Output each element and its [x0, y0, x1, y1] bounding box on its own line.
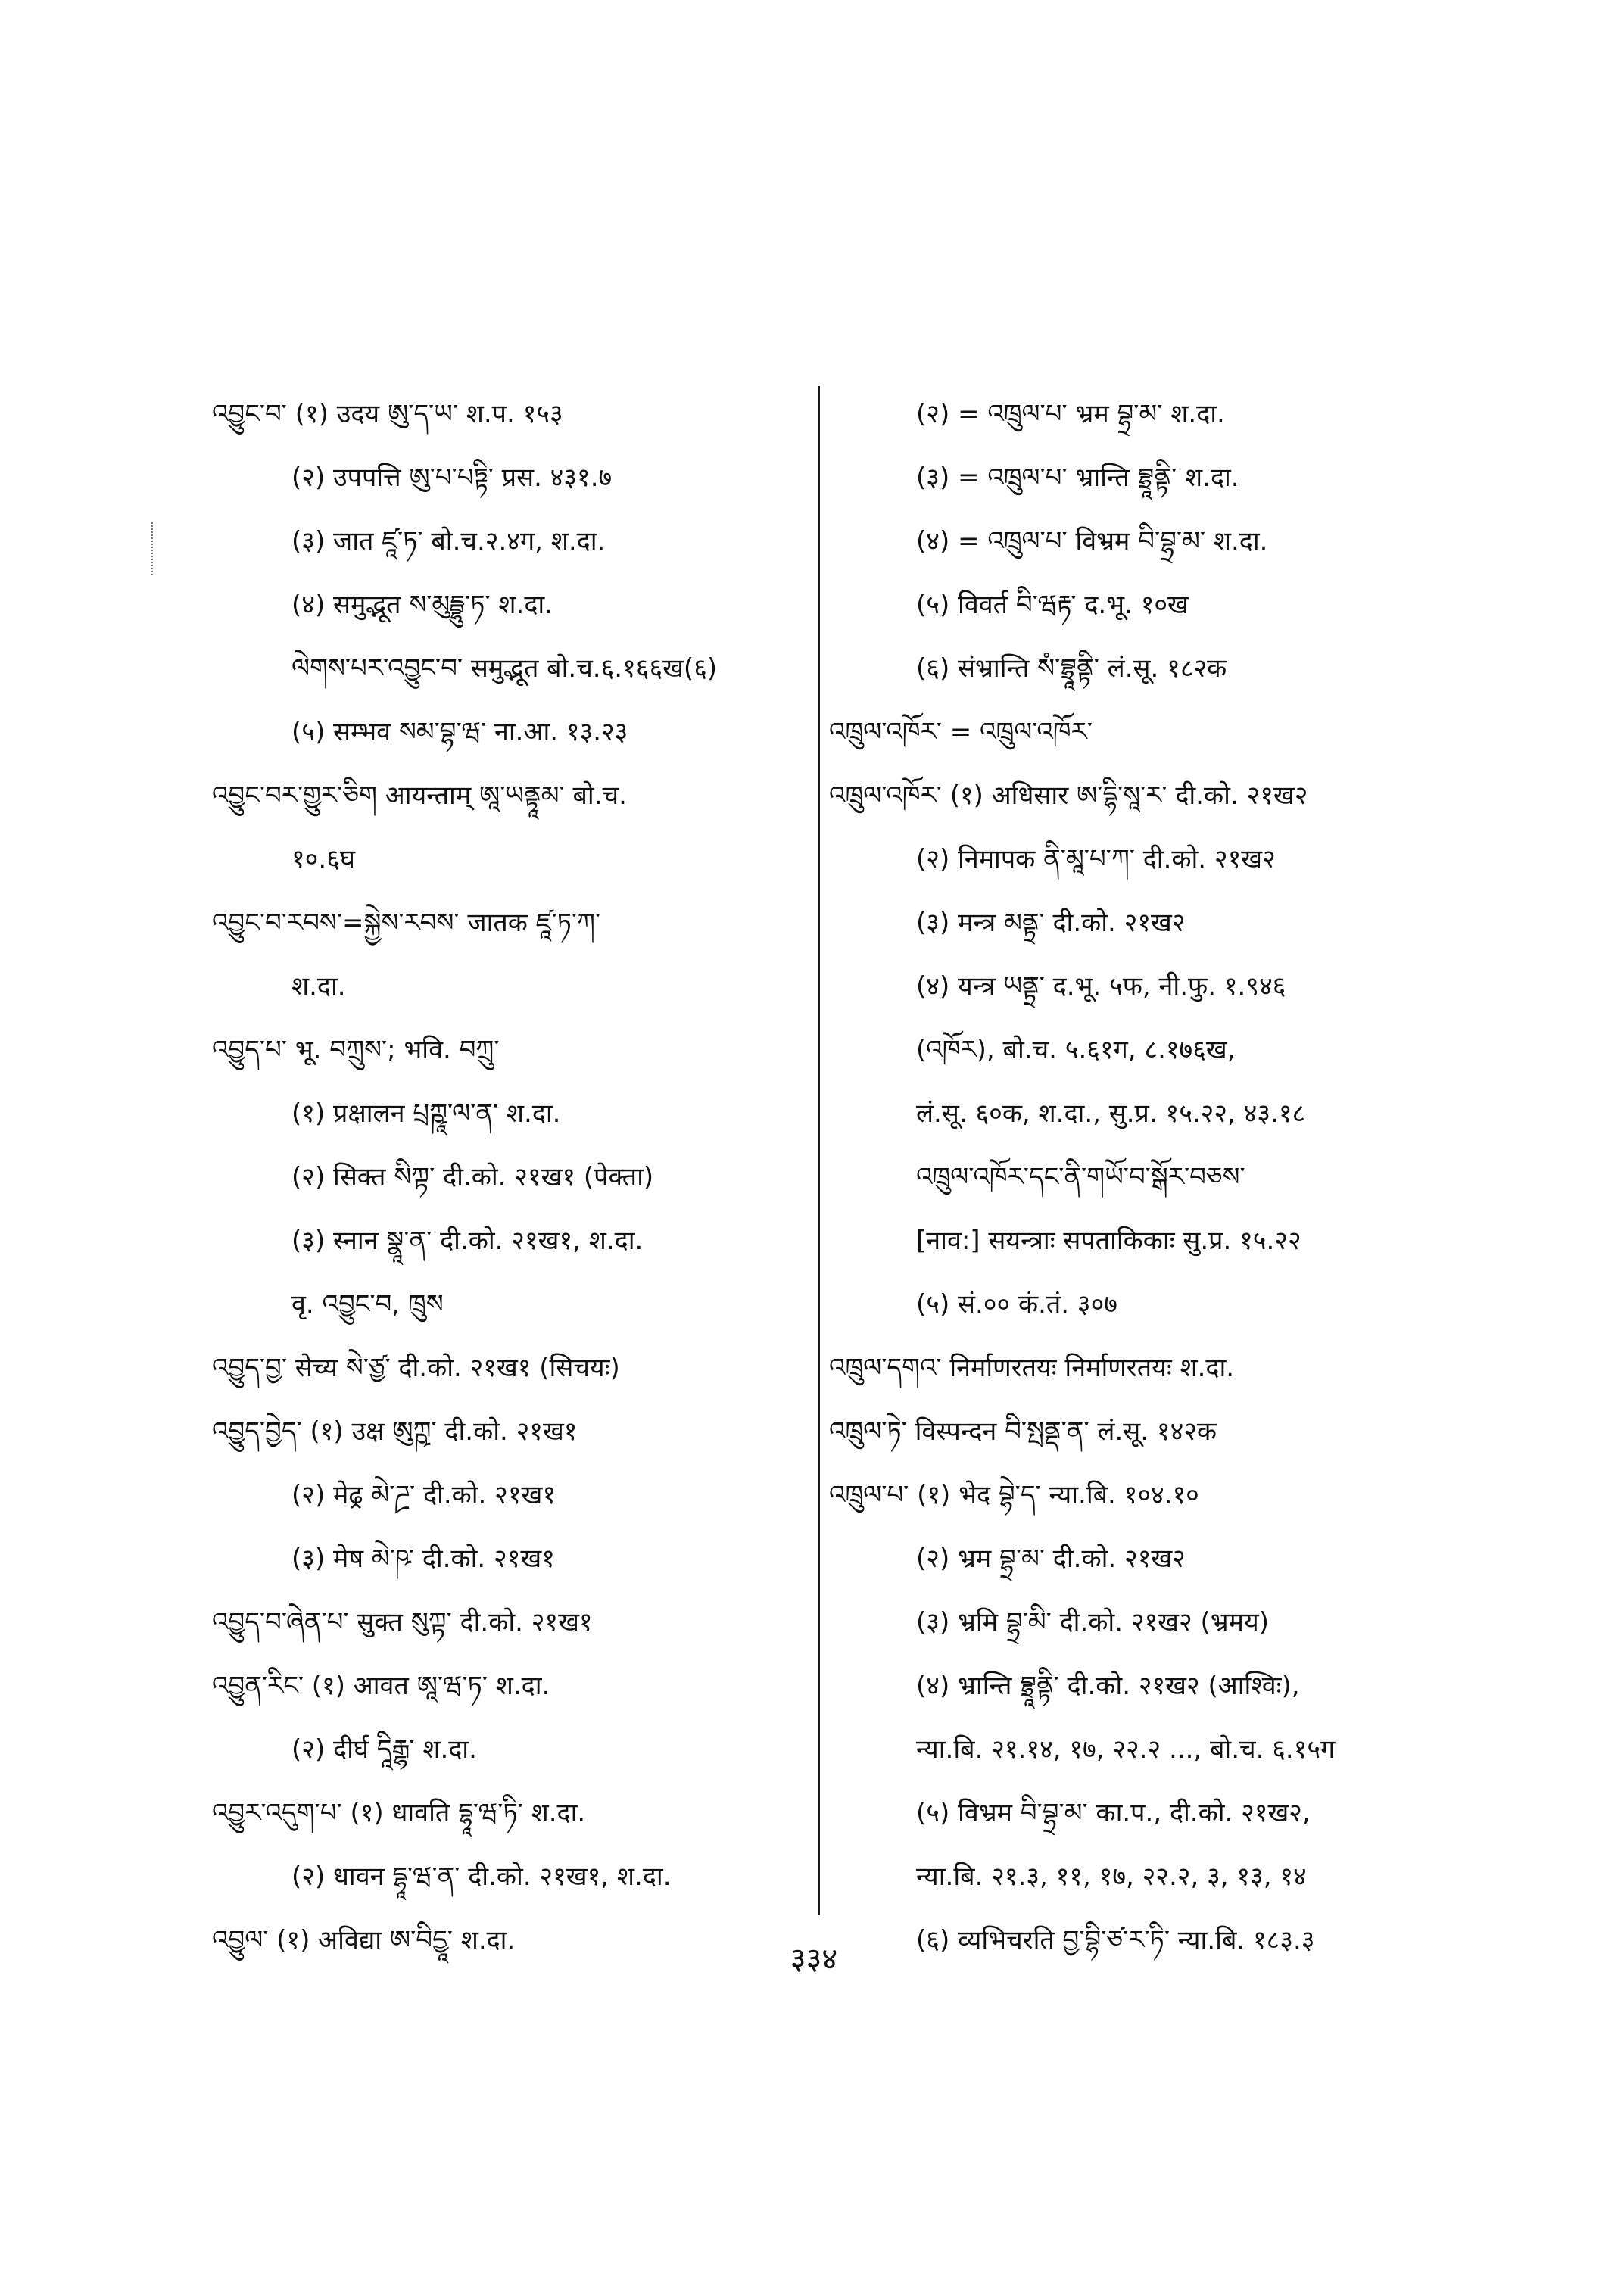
entry-line: (२) उपपत्ति ཨུ་པ་པཏྟི་ प्रस. ४३१.७ [291, 463, 613, 493]
entry-line: (འཁོར), बो.च. ५.६१ग, ८.१७६ख, [916, 1035, 1236, 1065]
entry-line: (२) = འཁྲུལ་པ་ भ्रम བྷྲ་མ་ श.दा. [916, 399, 1225, 429]
entry-line: འཁྲུལ་ཏེ་ विस्पन्दन བི་སྤནྡ་ན་ लं.सू. १४२क [829, 1416, 1217, 1447]
entry-line: श.दा. [291, 971, 346, 1002]
entry-line: འབྱུད་པ་ भू. བཀྲུས་; भवि. བཀྲུ་ [212, 1035, 500, 1065]
entry-line: ལེགས་པར་འབྱུང་བ་ समुद्भूत बो.च.६.१६६ख(६) [291, 653, 718, 684]
entry-line: (१) प्रक्षालन པྲཀྵཱ་ལ་ན་ श.दा. [291, 1098, 561, 1129]
entry-line: लं.सू. ६०क, श.दा., सु.प्र. १५.२२, ४३.१८ [916, 1098, 1306, 1129]
entry-line: न्या.बि. २१.३, ११, १७, २२.२, ३, १३, १४ [916, 1862, 1307, 1892]
entry-line: འབྱུན་རིང་ (१) आवत ཨཱ་ཝ་ཏ་ श.दा. [212, 1671, 550, 1701]
entry-line: (४) = འཁྲུལ་པ་ विभ्रम བི་བྷྲ་མ་ श.दा. [916, 526, 1268, 556]
entry-line: (३) जात ཛཱ་ཏ་ बो.च.२.४ग, श.दा. [291, 526, 606, 556]
entry-line: (२) निमापक ནི་མཱ་པ་ཀ་ दी.को. २१ख२ [916, 844, 1276, 874]
entry-line: (२) धावन དྷཱ་ཝ་ན་ दी.को. २१ख१, श.दा. [291, 1862, 672, 1892]
entry-line: (३) मेष མེ་ཥ་ दी.को. २१ख१ [291, 1544, 555, 1574]
entry-line: འབྱུད་བ་ཞེན་པ་ सुक्त སུཀྟ་ दी.को. २१ख१ [212, 1607, 593, 1637]
page-number: ३३४ [790, 1942, 838, 1977]
entry-line: འབྱུད་བྱ་ सेच्य སེ་ཙྱ་ दी.को. २१ख१ (सिचयः) [212, 1353, 620, 1383]
entry-line: འབྱུད་བྱེད་ (१) उक्ष ཨུཀྵ་ दी.को. २१ख१ [212, 1416, 578, 1447]
entry-line: འཁྲུལ་འཁོར་དང་ནི་གཡོ་བ་སྒོར་བཅས་ [916, 1162, 1245, 1192]
entry-line: (४) यन्त्र ཡནྟྲ་ द.भू. ५फ, नी.फु. १.९४६ [916, 971, 1286, 1002]
entry-line: (२) सिक्त སིཀྟ་ दी.को. २१ख१ (पेक्ता) [291, 1162, 654, 1192]
entry-line: (२) दीर्घ དཱིརྒྷ་ श.दा. [291, 1734, 477, 1765]
entry-line: (३) भ्रमि བྷྲ་མི་ दी.को. २१ख२ (भ्रमय) [916, 1607, 1269, 1637]
entry-line: [नाव:] सयन्त्राः सपताकिकाः सु.प्र. १५.२२ [916, 1226, 1301, 1256]
entry-line: (४) भ्रान्ति བྷྲཱནྟི་ दी.को. २१ख२ (आश्विः), [916, 1671, 1300, 1701]
entry-line: (५) सम्भव སམ་བྷ་ཝ་ ना.आ. १३.२३ [291, 717, 628, 747]
entry-line: འབྱུང་བ་རབས་=སྐྱེས་རབས་ जातक ཛཱ་ཏ་ཀ་ [212, 908, 601, 938]
entry-line: (३) मन्त्र མནྟྲ་ दी.को. २१ख२ [916, 908, 1186, 938]
entry-line: (३) स्नान སྣཱ་ན་ दी.को. २१ख१, श.दा. [291, 1226, 644, 1256]
entry-line: न्या.बि. २१.१४, १७, २२.२ ..., बो.च. ६.१५ग [916, 1734, 1336, 1765]
entry-line: འཁྲུལ་པ་ (१) भेद བྷེ་ད་ न्या.बि. १०४.१० [829, 1480, 1199, 1510]
entry-line: (५) विवर्त བི་ཝརྟ་ द.भू. १०ख [916, 590, 1189, 620]
entry-line: (३) = འཁྲུལ་པ་ भ्रान्ति བྷྲཱནྟི་ श.दा. [916, 463, 1239, 493]
entry-line: (२) मेढ्र མེ་ཌྲ་ दी.को. २१ख१ [291, 1480, 556, 1510]
entry-line: १०.६घ [291, 844, 355, 874]
entry-line: འབྱུང་བ་ (१) उदय ཨུ་ད་ཡ་ श.प. १५३ [212, 399, 563, 429]
entry-line: འཁྲུལ་དགའ་ निर्माणरतयः निर्माणरतयः श.दा. [829, 1353, 1235, 1383]
left-column [212, 382, 818, 1972]
column-divider [818, 386, 820, 1915]
entry-line: འབྱུར་འདུག་པ་ (१) धावति དྷཱ་ཝ་ཏི་ श.दा. [212, 1798, 586, 1828]
entry-line: (४) समुद्भूत ས་མུདྦྷུ་ཏ་ श.दा. [291, 590, 553, 620]
entry-line: (६) संभ्रान्ति སཾ་བྷྲཱནྟི་ लं.सू. १८२क [916, 653, 1227, 684]
entry-line: वृ. འབྱུང་བ, ཁྲུས [291, 1289, 444, 1319]
entry-line: འབྱུལ་ (१) अविद्या ཨ་བིདྱཱ་ श.दा. [212, 1925, 516, 1955]
entry-line: འཁྲུལ་འཁོར་ = འཁྲུལ་འཁོར་ [829, 717, 1093, 747]
entry-line: (६) व्यभिचरति བྱ་བྷི་ཙ་ར་ཏི་ न्या.बि. १८३.३ [916, 1925, 1315, 1955]
entry-line: འབྱུང་བར་གྱུར་ཅིག आयन्ताम् ཨཱ་ཡནྟཱམ་ बो.च. [212, 780, 627, 811]
entry-line: (२) भ्रम བྷྲ་མ་ दी.को. २१ख२ [916, 1544, 1186, 1574]
entry-line: (५) सं.०० कं.तं. ३०७ [916, 1289, 1117, 1319]
entry-line: འཁྲུལ་འཁོར་ (१) अधिसार ཨ་དྷི་སཱ་ར་ दी.को. २१ख२ [829, 780, 1308, 811]
right-column [829, 382, 1594, 1972]
entry-line: (५) विभ्रम བི་བྷྲ་མ་ का.प., दी.को. २१ख२, [916, 1798, 1311, 1828]
margin-dots [151, 522, 156, 575]
